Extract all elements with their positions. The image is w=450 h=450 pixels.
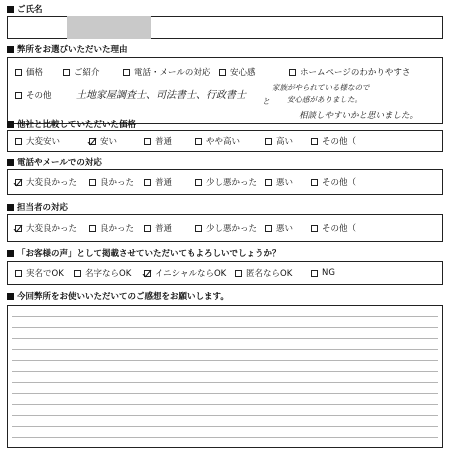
checkbox[interactable] bbox=[89, 179, 96, 186]
publish-option-real-name[interactable] bbox=[15, 267, 64, 279]
option-label: 少し悪かった bbox=[206, 224, 258, 234]
section-heading-impression bbox=[7, 290, 229, 302]
contact-option-normal[interactable] bbox=[144, 176, 172, 188]
staff-option-other[interactable] bbox=[311, 222, 356, 234]
square-bullet-icon bbox=[7, 204, 14, 211]
staff-option-bad[interactable] bbox=[265, 222, 293, 234]
square-bullet-icon bbox=[7, 6, 14, 13]
contact-option-slightly-bad[interactable] bbox=[195, 176, 257, 188]
ruled-line bbox=[12, 426, 438, 427]
option-label: その他（ bbox=[322, 178, 357, 188]
checkbox[interactable] bbox=[144, 179, 151, 186]
checkbox[interactable] bbox=[311, 179, 318, 186]
checkbox-checked[interactable] bbox=[89, 138, 96, 145]
ruled-line bbox=[12, 382, 438, 383]
section-heading-reason bbox=[7, 43, 128, 55]
option-label: その他 bbox=[26, 91, 52, 101]
impression-ruled-area[interactable] bbox=[7, 305, 443, 448]
redacted-name-block bbox=[67, 16, 151, 39]
staff-option-slightly-bad[interactable] bbox=[195, 222, 257, 234]
option-label: ホームページのわかりやすさ bbox=[300, 68, 411, 78]
option-label: 少し悪かった bbox=[206, 178, 258, 188]
checkbox[interactable] bbox=[144, 225, 151, 232]
checkbox[interactable] bbox=[144, 138, 151, 145]
option-label: イニシャルならOK bbox=[155, 269, 227, 279]
option-label: 悪い bbox=[276, 224, 294, 234]
handwritten-answer-line-2: 家族がやられている様なので bbox=[272, 83, 370, 92]
option-label: NG bbox=[322, 268, 335, 278]
checkbox[interactable] bbox=[311, 270, 318, 277]
publish-option-anonymous[interactable] bbox=[235, 267, 292, 279]
option-label: 高い bbox=[276, 137, 294, 147]
option-label: 安い bbox=[100, 137, 118, 147]
checkbox[interactable] bbox=[195, 138, 202, 145]
checkbox[interactable] bbox=[89, 225, 96, 232]
option-label: その他（ bbox=[322, 137, 357, 147]
section-title: 他社と比較していただいた価格 bbox=[17, 120, 137, 130]
ruled-line bbox=[12, 437, 438, 438]
checkbox-checked[interactable] bbox=[15, 179, 22, 186]
option-label: 悪い bbox=[276, 178, 294, 188]
section-title: 電話やメールでの対応 bbox=[17, 158, 102, 168]
price-option-expensive[interactable] bbox=[265, 135, 293, 147]
checkbox[interactable] bbox=[311, 225, 318, 232]
option-label: 電話・メールの対応 bbox=[134, 68, 211, 78]
square-bullet-icon bbox=[7, 250, 14, 257]
contact-option-good[interactable] bbox=[89, 176, 134, 188]
option-label: ご紹介 bbox=[74, 68, 100, 78]
reason-option-reassurance[interactable] bbox=[219, 66, 256, 78]
option-label: 良かった bbox=[100, 224, 135, 234]
section-heading-price bbox=[7, 118, 136, 130]
reason-option-phone-mail[interactable] bbox=[123, 66, 210, 78]
handwritten-connector: と bbox=[262, 97, 270, 106]
price-option-slightly-expensive[interactable] bbox=[195, 135, 240, 147]
checkbox[interactable] bbox=[265, 225, 272, 232]
contact-option-very-good[interactable] bbox=[15, 176, 77, 188]
option-label: 匿名ならOK bbox=[246, 269, 293, 279]
checkbox[interactable] bbox=[235, 270, 242, 277]
section-title: 「お客様の声」として掲載させていただいてもよろしいでしょうか？ bbox=[17, 249, 281, 259]
contact-option-other[interactable] bbox=[311, 176, 356, 188]
ruled-line bbox=[12, 327, 438, 328]
square-bullet-icon bbox=[7, 159, 14, 166]
checkbox[interactable] bbox=[289, 69, 296, 76]
ruled-line bbox=[12, 393, 438, 394]
ruled-line bbox=[12, 349, 438, 350]
ruled-line bbox=[12, 371, 438, 372]
option-label: 大変良かった bbox=[26, 224, 78, 234]
price-option-other[interactable] bbox=[311, 135, 356, 147]
option-label: 実名でOK bbox=[26, 269, 64, 279]
option-label: その他（ bbox=[322, 224, 357, 234]
reason-option-other[interactable] bbox=[15, 89, 52, 101]
option-label: 普通 bbox=[155, 224, 173, 234]
ruled-line bbox=[12, 415, 438, 416]
square-bullet-icon bbox=[7, 121, 14, 128]
option-label: 大変安い bbox=[26, 137, 61, 147]
checkbox[interactable] bbox=[265, 179, 272, 186]
handwritten-answer-line-4: 相談しやすいかと思いました。 bbox=[299, 111, 419, 121]
ruled-line bbox=[12, 360, 438, 361]
checkbox[interactable] bbox=[311, 138, 318, 145]
section-heading-publish bbox=[7, 247, 281, 259]
reason-option-referral[interactable] bbox=[63, 66, 100, 78]
price-option-normal[interactable] bbox=[144, 135, 172, 147]
reason-option-price[interactable] bbox=[15, 66, 43, 78]
option-label: 普通 bbox=[155, 178, 173, 188]
ruled-line bbox=[12, 316, 438, 317]
option-label: 安心感 bbox=[230, 68, 256, 78]
reason-option-website[interactable] bbox=[289, 66, 410, 78]
checkbox-checked[interactable] bbox=[144, 270, 151, 277]
checkbox[interactable] bbox=[123, 69, 130, 76]
checkbox[interactable] bbox=[15, 138, 22, 145]
staff-option-normal[interactable] bbox=[144, 222, 172, 234]
staff-option-good[interactable] bbox=[89, 222, 134, 234]
checkbox-checked[interactable] bbox=[15, 225, 22, 232]
ruled-line bbox=[12, 404, 438, 405]
checkbox[interactable] bbox=[195, 225, 202, 232]
checkbox[interactable] bbox=[74, 270, 81, 277]
section-heading-name bbox=[7, 3, 43, 15]
checkbox[interactable] bbox=[219, 69, 226, 76]
handwritten-answer-line-3: 安心感がありました。 bbox=[287, 95, 362, 104]
square-bullet-icon bbox=[7, 46, 14, 53]
contact-option-bad[interactable] bbox=[265, 176, 293, 188]
publish-option-surname[interactable] bbox=[74, 267, 131, 279]
checkbox[interactable] bbox=[15, 69, 22, 76]
square-bullet-icon bbox=[7, 293, 14, 300]
section-heading-staff bbox=[7, 201, 68, 213]
section-title: ご氏名 bbox=[17, 5, 43, 15]
handwritten-answer-line-1: 土地家屋調査士、司法書士、行政書士 bbox=[76, 90, 246, 101]
checkbox[interactable] bbox=[195, 179, 202, 186]
price-option-cheap[interactable] bbox=[89, 135, 117, 147]
option-label: 名字ならOK bbox=[85, 269, 132, 279]
checkbox[interactable] bbox=[15, 92, 22, 99]
option-label: 良かった bbox=[100, 178, 135, 188]
publish-option-initials[interactable] bbox=[144, 267, 226, 279]
price-option-very-cheap[interactable] bbox=[15, 135, 60, 147]
ruled-line bbox=[12, 338, 438, 339]
option-label: 大変良かった bbox=[26, 178, 78, 188]
section-title: 弊所をお選びいただいた理由 bbox=[17, 45, 128, 55]
publish-option-ng[interactable] bbox=[311, 267, 335, 279]
staff-option-very-good[interactable] bbox=[15, 222, 77, 234]
section-heading-contact bbox=[7, 156, 102, 168]
option-label: 普通 bbox=[155, 137, 173, 147]
section-title: 今回弊所をお使いいただいてのご感想をお願いします。 bbox=[17, 292, 229, 302]
option-label: 価格 bbox=[26, 68, 44, 78]
checkbox[interactable] bbox=[63, 69, 70, 76]
checkbox[interactable] bbox=[265, 138, 272, 145]
option-label: やや高い bbox=[206, 137, 241, 147]
checkbox[interactable] bbox=[15, 270, 22, 277]
section-title: 担当者の対応 bbox=[17, 203, 69, 213]
